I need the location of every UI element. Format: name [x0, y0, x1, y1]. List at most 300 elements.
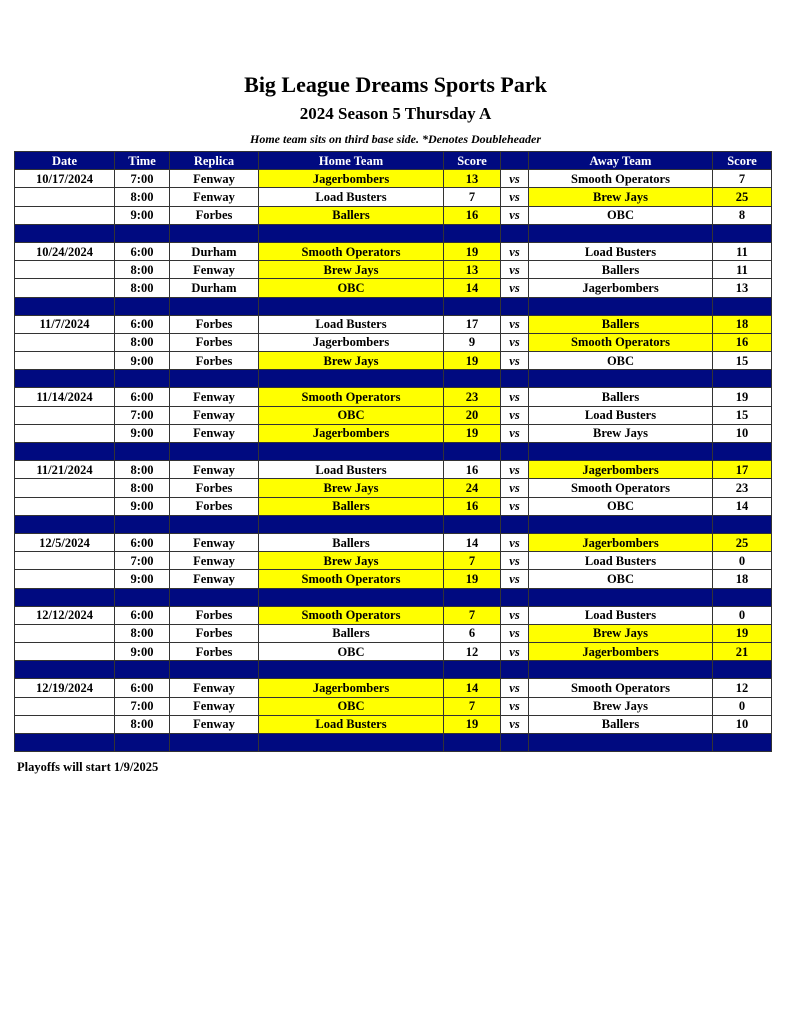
separator-cell: [529, 515, 713, 533]
away-team: Ballers: [529, 261, 713, 279]
game-date: 12/5/2024: [15, 533, 115, 551]
home-score: 7: [444, 552, 501, 570]
away-team: Brew Jays: [529, 624, 713, 642]
away-team: Brew Jays: [529, 188, 713, 206]
separator-cell: [170, 443, 259, 461]
game-time: 9:00: [115, 352, 170, 370]
table-row: [15, 552, 772, 570]
separator-cell: [115, 515, 170, 533]
week-separator-row: [15, 734, 772, 752]
game-time: 6:00: [115, 533, 170, 551]
playoffs-note: Playoffs will start 1/9/2025: [17, 760, 159, 774]
separator-cell: [529, 661, 713, 679]
game-field: Fenway: [170, 261, 259, 279]
home-score: 19: [444, 715, 501, 733]
separator-cell: [501, 224, 529, 242]
separator-cell: [15, 661, 115, 679]
game-date: 11/21/2024: [15, 461, 115, 479]
game-time: 9:00: [115, 497, 170, 515]
game-field: Durham: [170, 242, 259, 260]
separator-cell: [170, 515, 259, 533]
separator-cell: [170, 661, 259, 679]
home-score: 9: [444, 333, 501, 351]
separator-cell: [444, 734, 501, 752]
separator-cell: [170, 370, 259, 388]
away-score: 11: [713, 242, 772, 260]
away-score: 18: [713, 570, 772, 588]
separator-cell: [501, 588, 529, 606]
separator-cell: [713, 734, 772, 752]
away-score: 19: [713, 624, 772, 642]
game-time: 7:00: [115, 552, 170, 570]
table-row: [15, 170, 772, 188]
separator-cell: [529, 224, 713, 242]
game-field: Forbes: [170, 624, 259, 642]
game-time: 7:00: [115, 406, 170, 424]
vs-label: vs: [501, 697, 529, 715]
table-row: [15, 624, 772, 642]
column-header-time: Time: [115, 152, 170, 170]
table-row: [15, 261, 772, 279]
away-score: 15: [713, 352, 772, 370]
separator-cell: [15, 443, 115, 461]
game-time: 6:00: [115, 315, 170, 333]
game-date: [15, 206, 115, 224]
column-header-replica: Replica: [170, 152, 259, 170]
page-subtitle: 2024 Season 5 Thursday A: [299, 104, 492, 123]
column-header-away-team: Away Team: [529, 152, 713, 170]
home-score: 19: [444, 570, 501, 588]
table-row: [15, 606, 772, 624]
separator-cell: [259, 297, 444, 315]
home-team: Ballers: [259, 624, 444, 642]
game-field: Fenway: [170, 406, 259, 424]
away-team: Smooth Operators: [529, 170, 713, 188]
game-time: 9:00: [115, 206, 170, 224]
separator-cell: [15, 734, 115, 752]
home-score: 7: [444, 188, 501, 206]
table-row: [15, 279, 772, 297]
separator-cell: [259, 734, 444, 752]
page-title: Big League Dreams Sports Park: [244, 72, 547, 97]
away-score: 23: [713, 479, 772, 497]
vs-label: vs: [501, 188, 529, 206]
separator-cell: [529, 297, 713, 315]
game-date: 11/14/2024: [15, 388, 115, 406]
away-score: 12: [713, 679, 772, 697]
separator-cell: [115, 588, 170, 606]
home-team: Load Busters: [259, 315, 444, 333]
table-row: [15, 206, 772, 224]
separator-cell: [259, 515, 444, 533]
away-team: OBC: [529, 206, 713, 224]
away-team: Jagerbombers: [529, 643, 713, 661]
away-team: Jagerbombers: [529, 461, 713, 479]
separator-cell: [529, 588, 713, 606]
away-team: Load Busters: [529, 406, 713, 424]
game-field: Forbes: [170, 606, 259, 624]
away-team: Load Busters: [529, 606, 713, 624]
separator-cell: [444, 515, 501, 533]
table-row: [15, 315, 772, 333]
home-score: 19: [444, 242, 501, 260]
game-date: [15, 406, 115, 424]
table-row: [15, 352, 772, 370]
week-separator-row: [15, 515, 772, 533]
away-score: 0: [713, 552, 772, 570]
vs-label: vs: [501, 170, 529, 188]
away-score: 14: [713, 497, 772, 515]
game-date: [15, 715, 115, 733]
game-time: 8:00: [115, 624, 170, 642]
vs-label: vs: [501, 279, 529, 297]
vs-label: vs: [501, 315, 529, 333]
away-score: 8: [713, 206, 772, 224]
game-time: 7:00: [115, 697, 170, 715]
game-time: 9:00: [115, 570, 170, 588]
home-team: OBC: [259, 643, 444, 661]
game-field: Fenway: [170, 679, 259, 697]
separator-cell: [444, 297, 501, 315]
away-team: Jagerbombers: [529, 279, 713, 297]
separator-cell: [115, 661, 170, 679]
separator-cell: [501, 661, 529, 679]
away-score: 21: [713, 643, 772, 661]
home-team: Ballers: [259, 497, 444, 515]
away-team: Brew Jays: [529, 424, 713, 442]
away-score: 11: [713, 261, 772, 279]
away-score: 18: [713, 315, 772, 333]
separator-cell: [529, 443, 713, 461]
home-score: 16: [444, 206, 501, 224]
separator-cell: [259, 443, 444, 461]
game-time: 8:00: [115, 333, 170, 351]
column-header-home-team: Home Team: [259, 152, 444, 170]
separator-cell: [259, 370, 444, 388]
home-score: 14: [444, 279, 501, 297]
schedule-note: Home team sits on third base side. *Denotes Doubleheader: [250, 132, 541, 146]
schedule-table: [14, 151, 772, 752]
home-team: Ballers: [259, 533, 444, 551]
vs-label: vs: [501, 552, 529, 570]
separator-cell: [115, 443, 170, 461]
separator-cell: [713, 370, 772, 388]
away-team: Brew Jays: [529, 697, 713, 715]
game-date: [15, 552, 115, 570]
home-team: Smooth Operators: [259, 242, 444, 260]
vs-label: vs: [501, 206, 529, 224]
vs-label: vs: [501, 424, 529, 442]
game-date: [15, 497, 115, 515]
away-team: Load Busters: [529, 552, 713, 570]
week-separator-row: [15, 297, 772, 315]
table-row: [15, 188, 772, 206]
game-time: 8:00: [115, 188, 170, 206]
away-score: 10: [713, 715, 772, 733]
separator-cell: [15, 297, 115, 315]
home-team: Brew Jays: [259, 261, 444, 279]
game-date: [15, 424, 115, 442]
separator-cell: [501, 734, 529, 752]
separator-cell: [444, 370, 501, 388]
game-field: Fenway: [170, 533, 259, 551]
game-date: [15, 261, 115, 279]
vs-label: vs: [501, 606, 529, 624]
away-score: 25: [713, 188, 772, 206]
home-team: Jagerbombers: [259, 424, 444, 442]
game-date: [15, 479, 115, 497]
home-team: Load Busters: [259, 715, 444, 733]
home-score: 19: [444, 424, 501, 442]
week-separator-row: [15, 443, 772, 461]
away-team: Smooth Operators: [529, 679, 713, 697]
vs-label: vs: [501, 333, 529, 351]
home-team: Jagerbombers: [259, 679, 444, 697]
away-team: Ballers: [529, 315, 713, 333]
game-time: 8:00: [115, 261, 170, 279]
table-row: [15, 497, 772, 515]
column-header-vs: [501, 152, 529, 170]
separator-cell: [15, 370, 115, 388]
separator-cell: [115, 370, 170, 388]
away-team: Smooth Operators: [529, 479, 713, 497]
separator-cell: [170, 588, 259, 606]
game-date: 12/19/2024: [15, 679, 115, 697]
game-date: 10/17/2024: [15, 170, 115, 188]
away-team: OBC: [529, 497, 713, 515]
game-field: Forbes: [170, 206, 259, 224]
game-date: [15, 333, 115, 351]
table-row: [15, 424, 772, 442]
vs-label: vs: [501, 406, 529, 424]
table-row: [15, 679, 772, 697]
separator-cell: [713, 661, 772, 679]
home-team: Brew Jays: [259, 552, 444, 570]
table-row: [15, 242, 772, 260]
home-score: 16: [444, 497, 501, 515]
separator-cell: [529, 734, 713, 752]
table-row: [15, 461, 772, 479]
game-date: 10/24/2024: [15, 242, 115, 260]
game-field: Forbes: [170, 479, 259, 497]
away-team: Jagerbombers: [529, 533, 713, 551]
home-score: 13: [444, 261, 501, 279]
away-score: 16: [713, 333, 772, 351]
game-time: 7:00: [115, 170, 170, 188]
away-team: OBC: [529, 352, 713, 370]
game-field: Fenway: [170, 188, 259, 206]
game-field: Fenway: [170, 461, 259, 479]
separator-cell: [501, 297, 529, 315]
home-team: Smooth Operators: [259, 570, 444, 588]
game-date: [15, 352, 115, 370]
separator-cell: [259, 661, 444, 679]
home-score: 20: [444, 406, 501, 424]
game-field: Fenway: [170, 697, 259, 715]
separator-cell: [713, 297, 772, 315]
home-team: Brew Jays: [259, 352, 444, 370]
game-field: Forbes: [170, 497, 259, 515]
vs-label: vs: [501, 497, 529, 515]
separator-cell: [501, 370, 529, 388]
away-score: 10: [713, 424, 772, 442]
game-date: [15, 624, 115, 642]
table-row: [15, 406, 772, 424]
separator-cell: [444, 224, 501, 242]
separator-cell: [529, 370, 713, 388]
vs-label: vs: [501, 679, 529, 697]
game-time: 6:00: [115, 606, 170, 624]
table-row: [15, 388, 772, 406]
game-field: Fenway: [170, 552, 259, 570]
separator-cell: [444, 588, 501, 606]
column-header-date: Date: [15, 152, 115, 170]
column-header-away-score: Score: [713, 152, 772, 170]
home-score: 6: [444, 624, 501, 642]
home-score: 7: [444, 697, 501, 715]
vs-label: vs: [501, 242, 529, 260]
separator-cell: [713, 515, 772, 533]
separator-cell: [713, 443, 772, 461]
home-team: Brew Jays: [259, 479, 444, 497]
separator-cell: [170, 297, 259, 315]
separator-cell: [115, 297, 170, 315]
home-team: Load Busters: [259, 461, 444, 479]
home-team: Load Busters: [259, 188, 444, 206]
home-team: Jagerbombers: [259, 170, 444, 188]
away-team: OBC: [529, 570, 713, 588]
vs-label: vs: [501, 715, 529, 733]
away-score: 13: [713, 279, 772, 297]
vs-label: vs: [501, 533, 529, 551]
home-score: 24: [444, 479, 501, 497]
home-score: 14: [444, 533, 501, 551]
home-score: 19: [444, 352, 501, 370]
table-row: [15, 570, 772, 588]
separator-cell: [170, 734, 259, 752]
game-time: 8:00: [115, 479, 170, 497]
separator-cell: [501, 443, 529, 461]
separator-cell: [259, 588, 444, 606]
vs-label: vs: [501, 624, 529, 642]
separator-cell: [115, 224, 170, 242]
home-score: 12: [444, 643, 501, 661]
game-time: 9:00: [115, 643, 170, 661]
table-row: [15, 533, 772, 551]
away-team: Load Busters: [529, 242, 713, 260]
separator-cell: [259, 224, 444, 242]
game-time: 6:00: [115, 242, 170, 260]
home-score: 17: [444, 315, 501, 333]
vs-label: vs: [501, 352, 529, 370]
game-time: 6:00: [115, 679, 170, 697]
home-team: Smooth Operators: [259, 606, 444, 624]
separator-cell: [444, 661, 501, 679]
table-row: [15, 715, 772, 733]
separator-cell: [713, 224, 772, 242]
home-score: 23: [444, 388, 501, 406]
week-separator-row: [15, 224, 772, 242]
game-time: 8:00: [115, 279, 170, 297]
away-score: 0: [713, 606, 772, 624]
table-row: [15, 479, 772, 497]
home-team: OBC: [259, 697, 444, 715]
game-time: 9:00: [115, 424, 170, 442]
table-row: [15, 697, 772, 715]
separator-cell: [444, 443, 501, 461]
separator-cell: [15, 224, 115, 242]
game-field: Fenway: [170, 170, 259, 188]
game-date: [15, 643, 115, 661]
home-score: 16: [444, 461, 501, 479]
game-field: Forbes: [170, 352, 259, 370]
game-time: 6:00: [115, 388, 170, 406]
schedule-body: [15, 170, 772, 752]
separator-cell: [15, 515, 115, 533]
away-score: 7: [713, 170, 772, 188]
game-date: [15, 570, 115, 588]
game-field: Fenway: [170, 570, 259, 588]
away-score: 17: [713, 461, 772, 479]
game-time: 8:00: [115, 461, 170, 479]
vs-label: vs: [501, 643, 529, 661]
vs-label: vs: [501, 570, 529, 588]
separator-cell: [713, 588, 772, 606]
week-separator-row: [15, 588, 772, 606]
game-field: Fenway: [170, 424, 259, 442]
game-field: Fenway: [170, 388, 259, 406]
separator-cell: [170, 224, 259, 242]
week-separator-row: [15, 370, 772, 388]
game-field: Forbes: [170, 333, 259, 351]
home-score: 13: [444, 170, 501, 188]
away-score: 25: [713, 533, 772, 551]
week-separator-row: [15, 661, 772, 679]
column-header-home-score: Score: [444, 152, 501, 170]
vs-label: vs: [501, 388, 529, 406]
away-team: Ballers: [529, 388, 713, 406]
vs-label: vs: [501, 461, 529, 479]
separator-cell: [501, 515, 529, 533]
home-team: Ballers: [259, 206, 444, 224]
away-score: 0: [713, 697, 772, 715]
vs-label: vs: [501, 261, 529, 279]
game-date: 11/7/2024: [15, 315, 115, 333]
game-date: 12/12/2024: [15, 606, 115, 624]
table-header-row: [15, 152, 772, 170]
table-row: [15, 643, 772, 661]
away-team: Smooth Operators: [529, 333, 713, 351]
game-field: Forbes: [170, 643, 259, 661]
game-date: [15, 279, 115, 297]
table-row: [15, 333, 772, 351]
game-date: [15, 697, 115, 715]
away-team: Ballers: [529, 715, 713, 733]
home-team: OBC: [259, 279, 444, 297]
home-team: Jagerbombers: [259, 333, 444, 351]
vs-label: vs: [501, 479, 529, 497]
away-score: 19: [713, 388, 772, 406]
home-team: OBC: [259, 406, 444, 424]
game-field: Forbes: [170, 315, 259, 333]
home-score: 14: [444, 679, 501, 697]
separator-cell: [115, 734, 170, 752]
away-score: 15: [713, 406, 772, 424]
game-time: 8:00: [115, 715, 170, 733]
game-date: [15, 188, 115, 206]
home-team: Smooth Operators: [259, 388, 444, 406]
separator-cell: [15, 588, 115, 606]
